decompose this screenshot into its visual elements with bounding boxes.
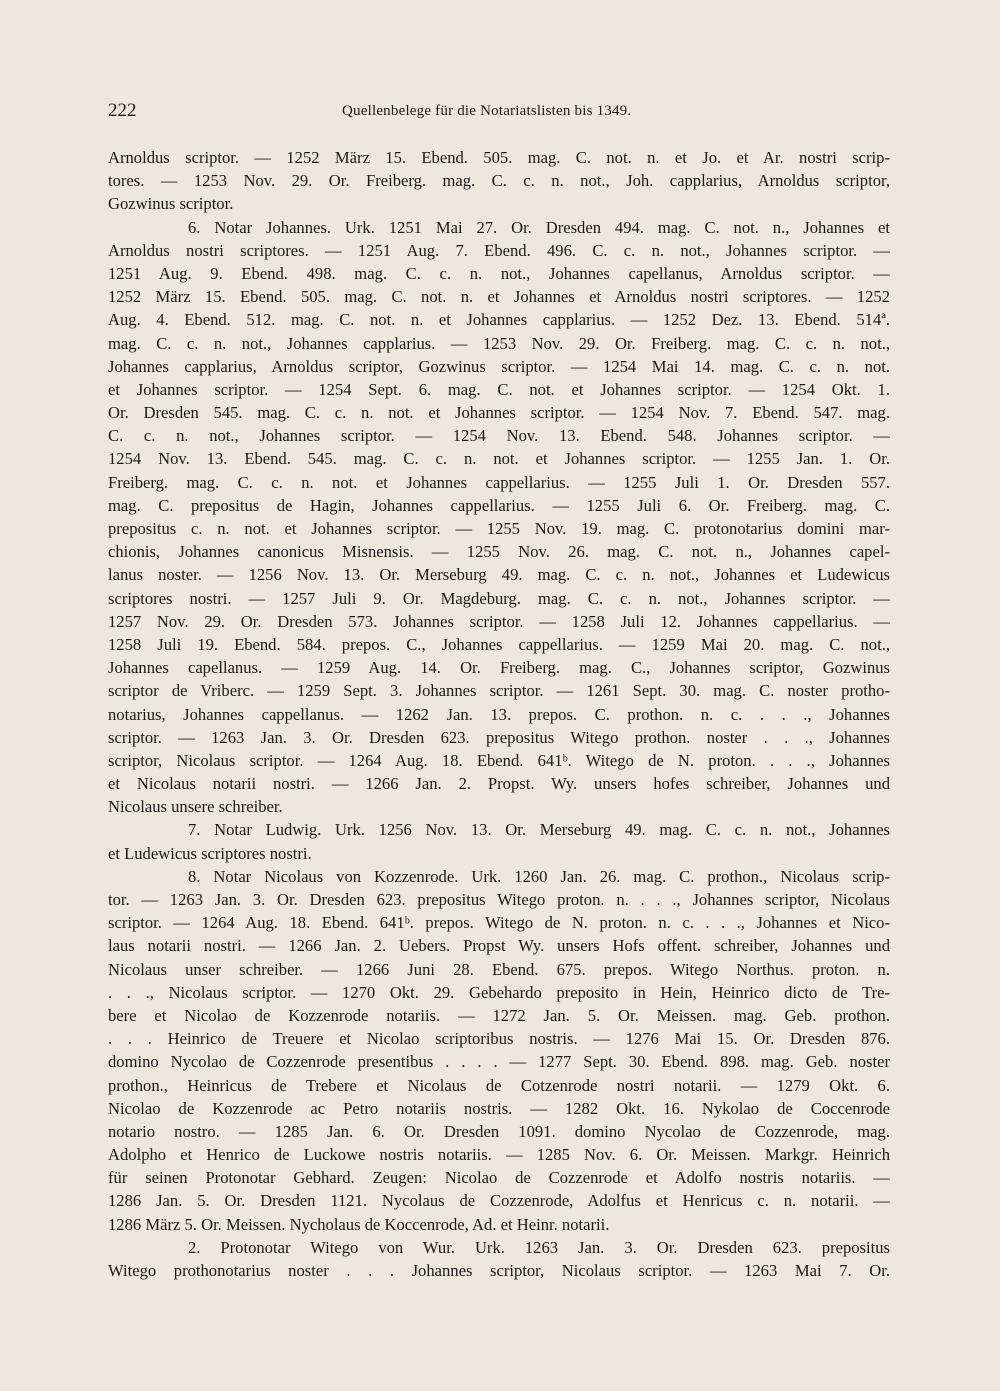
page-number: 222 xyxy=(108,100,137,121)
text-line: et Johannes scriptor. — 1254 Sept. 6. mag. C. not. et Johannes scriptor. — 1254 Okt. 1. xyxy=(108,379,890,399)
text-line: notarius, Johannes cappellanus. — 1262 Jan. 13. prepos. C. prothon. n. c. . . ., Johannes xyxy=(108,704,890,724)
text-line: domino Nycolao de Cozzenrode presentibus . . . . — 1277 Sept. 30. Ebend. 898. mag. Geb. noster xyxy=(108,1052,890,1072)
text-line: scriptor. — 1264 Aug. 18. Ebend. 641ᵇ. prepos. Witego de N. proton. n. c. . . ., Johannes et Nico- xyxy=(108,913,890,933)
text-line: prothon., Heinricus de Trebere et Nicolaus de Cotzenrode nostri notarii. — 1279 Okt. 6. xyxy=(108,1075,890,1095)
text-line: 1257 Nov. 29. Or. Dresden 573. Johannes scriptor. — 1258 Juli 12. Johannes cappellarius. — xyxy=(108,611,890,631)
text-line: . . . Heinrico de Treuere et Nicolao scriptoribus nostris. — 1276 Mai 15. Or. Dresden 876. xyxy=(108,1029,890,1049)
text-line: mag. C. prepositus de Hagin, Johannes cappellarius. — 1255 Juli 6. Or. Freiberg. mag. C. xyxy=(108,495,890,515)
text-line: scriptor. — 1263 Jan. 3. Or. Dresden 623. prepositus Witego prothon. noster . . ., Johannes xyxy=(108,727,890,747)
text-line: Freiberg. mag. C. c. n. not. et Johannes cappellarius. — 1255 Juli 1. Or. Dresden 557. xyxy=(108,472,890,492)
text-line: Aug. 4. Ebend. 512. mag. C. not. n. et Johannes capplarius. — 1252 Dez. 13. Ebend. 514ª. xyxy=(108,310,890,330)
text-line: 1251 Aug. 9. Ebend. 498. mag. C. c. n. not., Johannes capellanus, Arnoldus scriptor. — xyxy=(108,263,890,283)
text-line: Arnoldus nostri scriptores. — 1251 Aug. 7. Ebend. 496. C. c. n. not., Johannes scriptor. — xyxy=(108,240,890,260)
text-line: 1286 Jan. 5. Or. Dresden 1121. Nycolaus de Cozzenrode, Adolfus et Henricus c. n. notarii. — xyxy=(108,1191,890,1211)
text-line: notario nostro. — 1285 Jan. 6. Or. Dresden 1091. domino Nycolao de Cozzenrode, mag. xyxy=(108,1121,890,1141)
body-text xyxy=(108,146,890,1282)
text-line: für seinen Protonotar Gebhard. Zeugen: Nicolao de Cozzenrode et Adolfo nostris notariis. — xyxy=(108,1168,890,1188)
text-line: . . ., Nicolaus scriptor. — 1270 Okt. 29. Gebehardo preposito in Hein, Heinrico dicto de Tre- xyxy=(108,982,890,1002)
text-line: prepositus c. n. not. et Johannes scriptor. — 1255 Nov. 19. mag. C. protonotarius domini mar- xyxy=(108,519,890,538)
text-line: Nicolao de Kozzenrode ac Petro notariis nostris. — 1282 Okt. 16. Nykolao de Coccenrode xyxy=(108,1098,890,1118)
text-line: laus notarii nostri. — 1266 Jan. 2. Uebers. Propst Wy. unsers Hofs offent. schreiber, Johannes und xyxy=(108,936,890,956)
text-line: chionis, Johannes canonicus Misnensis. — 1255 Nov. 26. mag. C. not. n., Johannes capel- xyxy=(108,542,890,562)
text-line: scriptor, Nicolaus scriptor. — 1264 Aug. 18. Ebend. 641ᵇ. Witego de N. proton. . . ., Johannes xyxy=(108,750,890,770)
text-line: 7. Notar Ludwig. Urk. 1256 Nov. 13. Or. Merseburg 49. mag. C. c. n. not., Johannes xyxy=(188,820,890,840)
text-line: Witego prothonotarius noster . . . Johannes scriptor, Nicolaus scriptor. — 1263 Mai 7. Or. xyxy=(108,1261,890,1280)
text-line: et Nicolaus notarii nostri. — 1266 Jan. 2. Propst. Wy. unsers hofes schreiber, Johannes und xyxy=(108,774,890,794)
text-line: 8. Notar Nicolaus von Kozzenrode. Urk. 1260 Jan. 26. mag. C. prothon., Nicolaus scrip- xyxy=(188,866,890,886)
page-header xyxy=(108,100,888,126)
text-line: 6. Notar Johannes. Urk. 1251 Mai 27. Or. Dresden 494. mag. C. not. n., Johannes et xyxy=(188,217,890,237)
text-line: Or. Dresden 545. mag. C. c. n. not. et Johannes scriptor. — 1254 Nov. 7. Ebend. 547. mag. xyxy=(108,403,890,423)
text-line: 1252 März 15. Ebend. 505. mag. C. not. n. et Johannes et Arnoldus nostri scriptores. — 1252 xyxy=(108,287,890,307)
text-line: scriptores nostri. — 1257 Juli 9. Or. Magdeburg. mag. C. c. n. not., Johannes scriptor. — xyxy=(108,588,890,608)
text-line: Nicolaus unsere schreiber. xyxy=(108,797,283,817)
text-line: C. c. n. not., Johannes scriptor. — 1254 Nov. 13. Ebend. 548. Johannes scriptor. — xyxy=(108,426,890,446)
text-line: tores. — 1253 Nov. 29. Or. Freiberg. mag. C. c. n. not., Joh. capplarius, Arnoldus scriptor, xyxy=(108,171,890,191)
text-line: mag. C. c. n. not., Johannes capplarius. — 1253 Nov. 29. Or. Freiberg. mag. C. c. n. not., xyxy=(108,333,890,353)
text-line: Gozwinus scriptor. xyxy=(108,194,234,214)
text-line: Johannes capellanus. — 1259 Aug. 14. Or. Freiberg. mag. C., Johannes scriptor, Gozwinus xyxy=(108,658,890,678)
text-line: lanus noster. — 1256 Nov. 13. Or. Merseburg 49. mag. C. c. n. not., Johannes et Ludewicus xyxy=(108,565,890,585)
text-line: tor. — 1263 Jan. 3. Or. Dresden 623. prepositus Witego proton. n. . . ., Johannes scriptor, Nicolaus xyxy=(108,890,890,909)
text-line: 2. Protonotar Witego von Wur. Urk. 1263 Jan. 3. Or. Dresden 623. prepositus xyxy=(188,1237,890,1257)
text-line: 1254 Nov. 13. Ebend. 545. mag. C. c. n. not. et Johannes scriptor. — 1255 Jan. 1. Or. xyxy=(108,449,890,469)
text-line: scriptor de Vriberc. — 1259 Sept. 3. Johannes scriptor. — 1261 Sept. 30. mag. C. noster protho- xyxy=(108,681,890,701)
running-title: Quellenbelege für die Notariatslisten bis 1349. xyxy=(342,103,632,119)
text-line: Johannes capplarius, Arnoldus scriptor, Gozwinus scriptor. — 1254 Mai 14. mag. C. c. n. not. xyxy=(108,356,890,376)
text-line: Nicolaus unser schreiber. — 1266 Juni 28. Ebend. 675. prepos. Witego Northus. proton. n. xyxy=(108,959,890,979)
text-line: Adolpho et Henrico de Luckowe nostris notariis. — 1285 Nov. 6. Or. Meissen. Markgr. Heinrich xyxy=(108,1145,890,1165)
text-line: Arnoldus scriptor. — 1252 März 15. Ebend. 505. mag. C. not. n. et Jo. et Ar. nostri scrip- xyxy=(108,148,890,167)
text-line: et Ludewicus scriptores nostri. xyxy=(108,843,312,863)
text-line: bere et Nicolao de Kozzenrode notariis. — 1272 Jan. 5. Or. Meissen. mag. Geb. prothon. xyxy=(108,1005,890,1025)
text-line: 1258 Juli 19. Ebend. 584. prepos. C., Johannes cappellarius. — 1259 Mai 20. mag. C. not., xyxy=(108,634,890,654)
text-line: 1286 März 5. Or. Meissen. Nycholaus de Koccenrode, Ad. et Heinr. notarii. xyxy=(108,1214,610,1234)
